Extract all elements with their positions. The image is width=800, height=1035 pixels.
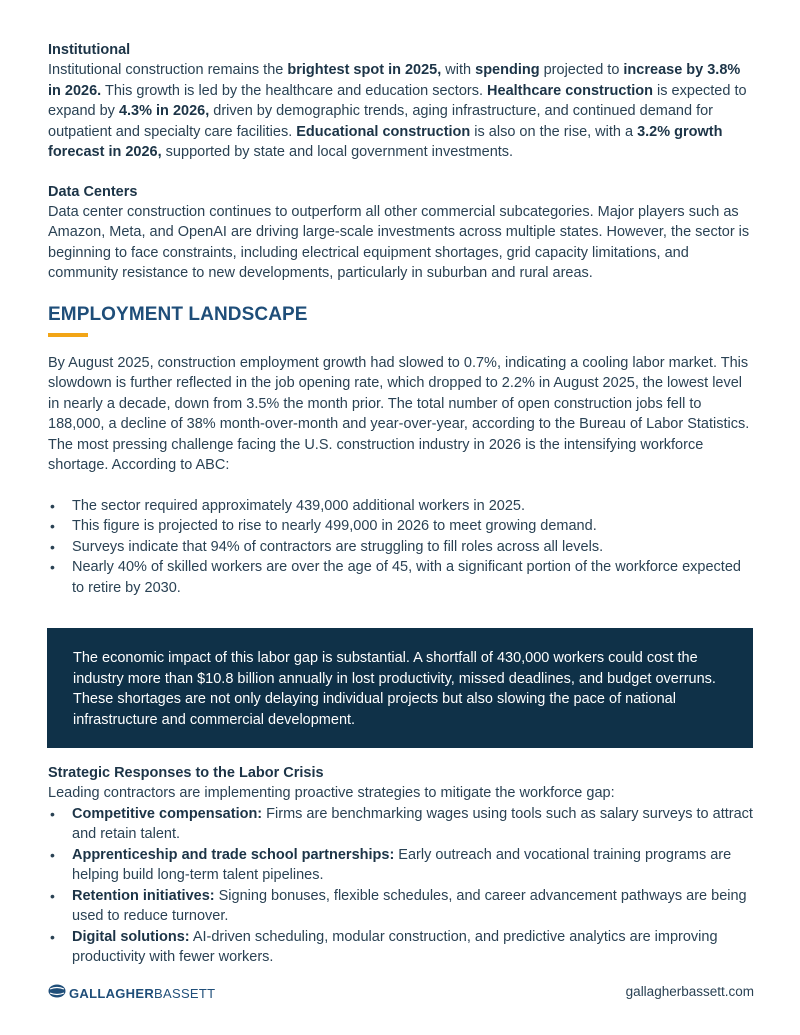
bullet-icon: •: [50, 928, 55, 945]
gallagher-bassett-logo[interactable]: [48, 984, 215, 1003]
bullet-icon: •: [50, 805, 55, 822]
emphasis-text: increase by 3.8% in 2026.: [48, 62, 741, 99]
list-item: • Digital solutions: AI-driven scheduling, modular construction, and predictive analytics are improving productivity with fewer workers.: [50, 928, 718, 965]
bullet-icon: •: [50, 497, 55, 514]
body-text: with: [441, 62, 476, 78]
bullet-icon: •: [50, 887, 55, 904]
body-text: supported by state and local government investments.: [161, 144, 514, 160]
list-item: • Retention initiatives: Signing bonuses, flexible schedules, and career advancement pathways are being used to reduce turnover.: [50, 887, 747, 924]
body-text: is expected to expand by: [48, 82, 747, 119]
globe-logo-icon: [48, 984, 66, 1003]
website-link[interactable]: gallagherbassett.com: [625, 984, 754, 999]
body-text: Institutional construction remains the: [48, 62, 288, 78]
body-text: driven by demographic trends, aging infrastructure, and continued demand for outpatient and specialty care facilities.: [48, 103, 714, 140]
strategic-heading: Strategic Responses to the Labor Crisis: [48, 765, 324, 781]
list-item: • Nearly 40% of skilled workers are over the age of 45, with a significant portion of the workforce expected to retire by 2030.: [50, 559, 741, 596]
bullet-icon: •: [50, 538, 55, 555]
institutional-heading: Institutional: [48, 42, 131, 58]
emphasis-text: 4.3% in 2026,: [118, 103, 210, 119]
bullet-icon: •: [50, 559, 55, 575]
employment-intro: By August 2025, construction employment growth had slowed to 0.7%, indicating a cooling labor market. This slowdown is further reflected in the job opening rate, which dropped to 2.2% in August 2025, the lowest level in nearly a decade, down from 3.5% the month prior. The total number of open construction jobs fell to 188,000, a decline of 38% month-over-month and year-over-year, according to the Bureau of Labor Statistics. The most pressing challenge facing the U.S. construction industry in 2026 is the intensifying workforce shortage. According to ABC:: [48, 354, 750, 473]
emphasis-text: spending: [475, 62, 540, 78]
institutional-paragraph: [48, 60, 754, 163]
bullet-icon: •: [50, 846, 55, 863]
data-centers-section: [48, 182, 754, 284]
strategic-list: [48, 804, 754, 968]
list-item: • Apprenticeship and trade school partnerships: Early outreach and vocational training programs are helping build long-term talent pipelines.: [50, 846, 732, 883]
employment-title: EMPLOYMENT LANDSCAPE: [48, 303, 308, 325]
footer: [48, 984, 754, 1004]
strategic-intro: Leading contractors are implementing proactive strategies to mitigate the workforce gap:: [48, 785, 615, 801]
data-centers-heading: Data Centers: [48, 183, 138, 200]
emphasis-text: Educational construction: [296, 123, 471, 140]
emphasis-text: brightest spot in 2025,: [287, 62, 442, 78]
emphasis-text: 3.2% growth forecast in 2026,: [48, 123, 723, 160]
list-item: • Competitive compensation: Firms are benchmarking wages using tools such as salary surveys to attract and retain talent.: [50, 805, 753, 842]
logo-wordmark: GALLAGHERBASSETT: [69, 986, 216, 1001]
body-text: This growth is led by the healthcare and education sectors.: [101, 82, 488, 99]
list-item: • Surveys indicate that 94% of contractors are struggling to fill roles across all levels.: [48, 537, 754, 558]
list-item: • This figure is projected to rise to nearly 499,000 in 2026 to meet growing demand.: [48, 516, 754, 537]
bullet-icon: •: [50, 518, 55, 534]
callout-box: [47, 628, 753, 748]
page-body: [48, 40, 754, 598]
list-item: • The sector required approximately 439,000 additional workers in 2025.: [48, 496, 754, 517]
data-centers-paragraph: Data center construction continues to outperform all other commercial subcategories. Major players such as Amazon, Meta, and OpenAI are driving large-scale investments across multiple states. However, the sector is beginning to face constraints, including electrical equipment shortages, grid capacity limitations, and community resistance to new developments, particularly in suburban and rural areas.: [48, 203, 750, 281]
body-text: projected to: [539, 62, 624, 78]
title-underline: [48, 333, 88, 337]
employment-bullets: [48, 496, 754, 599]
institutional-section: [48, 40, 754, 163]
strategic-section: [48, 763, 754, 968]
body-text: is also on the rise, with a: [470, 123, 638, 140]
callout-text: The economic impact of this labor gap is substantial. A shortfall of 430,000 workers could cost the industry more than $10.8 billion annually in lost productivity, missed deadlines, and budget overruns. These shortages are not only delaying individual projects but also slowing the pace of national infrastructure and commercial development.: [73, 650, 716, 728]
emphasis-text: Healthcare construction: [487, 82, 654, 99]
